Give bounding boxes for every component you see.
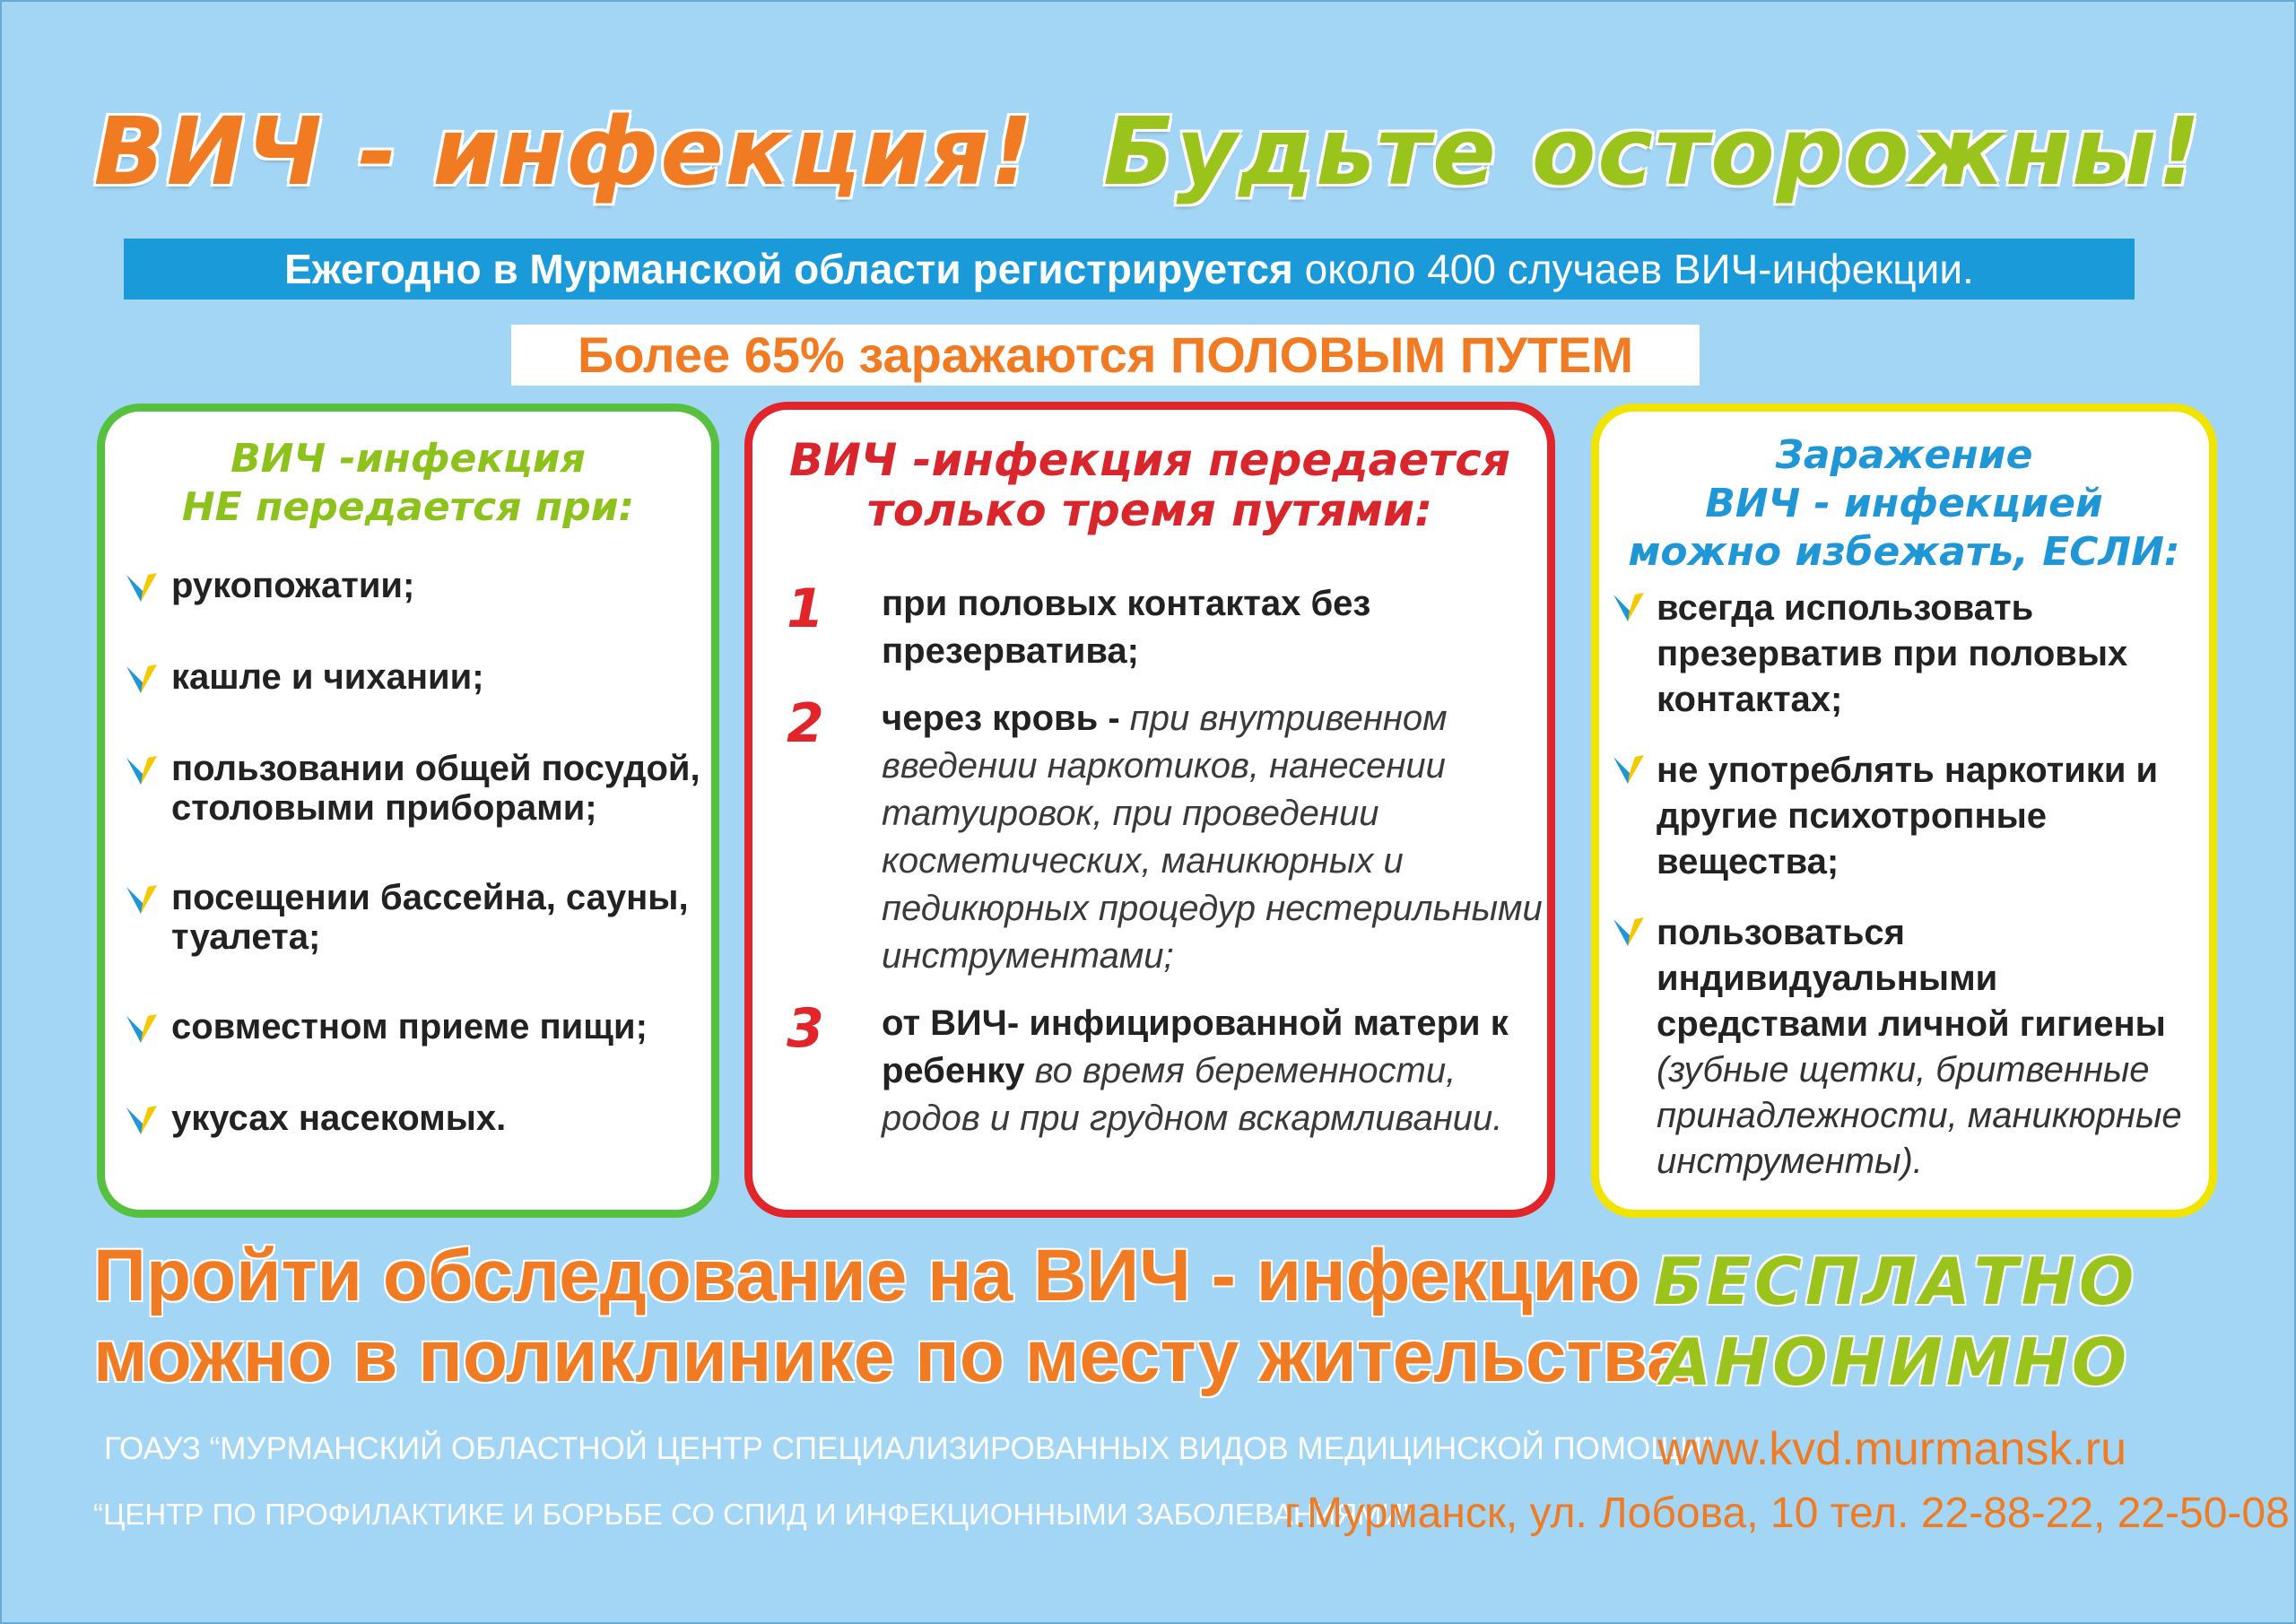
checkmark-icon [125,752,161,788]
prevention-title [1599,431,2209,577]
organization-name: ГОАУЗ “МУРМАНСКИЙ ОБЛАСТНОЙ ЦЕНТР СПЕЦИАЛИЗИРОВАННЫХ ВИДОВ МЕДИЦИНСКОЙ ПОМОЩИ” [104,1431,1713,1466]
free-label: БЕСПЛАТНО [1654,1244,2138,1319]
list-item-text: посещении бассейна, сауны, туалета; [171,878,689,957]
anonymous-label: АНОНИМНО [1661,1324,2131,1400]
statistics-banner-bold: Ежегодно в Мурманской области регистрируется [284,246,1293,292]
prevention-title-line2: ВИЧ - инфекцией [1705,481,2103,526]
list-item [1612,910,2209,1185]
not-transmitted-list [105,566,711,1138]
website-link[interactable]: www.kvd.murmansk.ru [1657,1423,2126,1475]
item-bold-text: от ВИЧ- инфицированной матери к ребенку [882,1003,1509,1090]
list-item [125,878,711,957]
statistics-banner-normal: около 400 случаев ВИЧ-инфекции. [1292,246,1974,292]
item-bold-text: всегда использовать презерватив при половых контактах; [1657,588,2128,719]
transmission-ways-title-line2: только тремя путями: [866,484,1433,536]
prevention-title-line1: Заражение [1775,432,2033,478]
item-italic-text: при внутривенном введении наркотиков, нанесении татуировок, при проведении косметических, маникюрных и педикюрных процедур нестерильными инструментами; [882,699,1543,976]
address-phone: г.Мурманск, ул. Лобова, 10 тел. 22-88-22, 22-50-08 [1284,1489,2290,1537]
not-transmitted-title-line1: ВИЧ -инфекция [230,436,586,482]
item-italic-text: (зубные щетки, бритвенные принадлежности, маникюрные инструменты). [1657,1050,2182,1181]
checkmark-icon [1612,589,1648,625]
item-italic-text: во время беременности, родов и при грудном вскармливании. [882,1051,1503,1138]
list-item [1612,748,2209,885]
testing-info-line2: можно в поликлинике по месту жительства [93,1316,1688,1397]
not-transmitted-title [105,435,711,532]
transmission-ways-title [752,435,1547,535]
list-item-text: совместном приеме пищи; [171,1007,648,1046]
list-item [125,1099,711,1138]
title-part2: Будьте осторожны! [1103,97,2203,206]
item-number: 2 [787,692,824,755]
checkmark-icon [125,661,161,697]
checkmark-icon [125,569,161,605]
list-item [125,566,711,605]
prevention-card [1591,404,2217,1218]
item-number: 3 [787,997,824,1060]
not-transmitted-card [97,404,719,1218]
list-item-text: пользовании общей посудой, столовыми приборами; [171,749,700,828]
checkmark-icon [125,1102,161,1138]
list-item [787,692,1547,980]
poster-title [0,97,2296,206]
transmission-ways-list [752,580,1547,1142]
checkmark-icon [1612,751,1648,787]
checkmark-icon [125,881,161,917]
list-item-text: укусах насекомых. [171,1099,507,1138]
list-item-text: рукопожатии; [171,566,415,605]
list-item [125,1007,711,1046]
list-item [125,749,711,828]
title-part1: ВИЧ - инфекция! [93,97,1035,206]
transmission-ways-card [744,402,1555,1218]
item-bold-text: при половых контактах без презерватива; [882,584,1371,671]
item-number: 1 [787,578,824,640]
checkmark-icon [125,1011,161,1046]
item-bold-text: через кровь - [882,699,1130,738]
list-item [787,580,1547,675]
transmission-banner: Более 65% заражаются ПОЛОВЫМ ПУТЕМ [511,325,1700,386]
statistics-banner [124,239,2135,300]
center-name: “ЦЕНТР ПО ПРОФИЛАКТИКЕ И БОРЬБЕ СО СПИД И ИНФЕКЦИОННЫМИ ЗАБОЛЕВАНИЯМИ” [93,1498,1413,1531]
item-bold-text: не употреблять наркотики и другие психотропные вещества; [1657,751,2159,881]
list-item [787,997,1547,1142]
list-item-text: кашле и чихании; [171,657,484,697]
checkmark-icon [1612,914,1648,950]
list-item [125,657,711,697]
testing-info [93,1236,1688,1397]
list-item [1612,586,2209,723]
transmission-ways-title-line1: ВИЧ -инфекция передается [788,434,1511,486]
prevention-list [1599,586,2209,1185]
not-transmitted-title-line2: НЕ передается при: [181,484,635,530]
prevention-title-line3: можно избежать, ЕСЛИ: [1628,529,2180,575]
testing-info-line1: Пройти обследование на ВИЧ - инфекцию [93,1235,1640,1316]
free-anonymous-label [1654,1241,2137,1403]
item-bold-text: пользоваться индивидуальными средствами личной гигиены [1657,913,2166,1044]
